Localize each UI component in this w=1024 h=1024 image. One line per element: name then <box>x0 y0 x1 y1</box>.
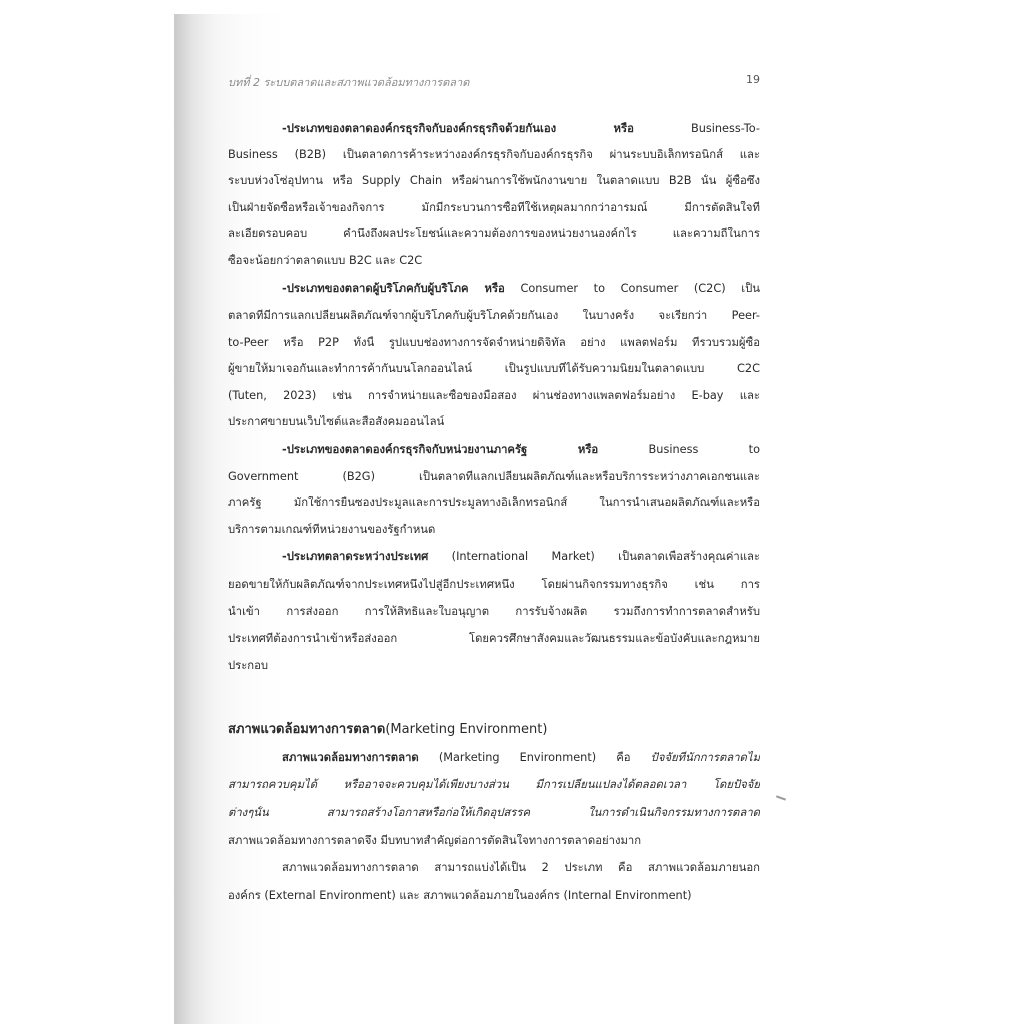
c2c-line-4: ผู้ขายให้มาเจอกันและทำการค้ากันบนโลกออนไลน์ เป็นรูปแบบที่ได้รับความนิยมในตลาดแบบ C2C <box>228 362 760 375</box>
b2g-line-1 <box>282 443 760 457</box>
env-term: สภาพแวดล้อมทางการตลาด <box>282 751 419 764</box>
b2b-line-1 <box>282 122 760 136</box>
b2g-heading: -ประเภทของตลาดองค์กรธุรกิจกับหน่วยงานภาครัฐ หรือ <box>282 443 599 456</box>
intl-line-4: ประเทศที่ต้องการนำเข้าหรือส่งออก โดยควรศึกษาสังคมและวัฒนธรรมและข้อบังคับและกฎหมาย <box>228 632 760 645</box>
c2c-line-1-tail: Consumer to Consumer (C2C) เป็น <box>520 282 760 295</box>
page-number: 19 <box>746 73 760 86</box>
c2c-line-3: to-Peer หรือ P2P ทั้งนี้ รูปแบบช่องทางการจัดจำหน่ายดิจิทัล อย่าง แพลตฟอร์ม ที่รวบรวมผู้ซื้อ <box>228 336 760 349</box>
c2c-line-2: ตลาดที่มีการแลกเปลี่ยนผลิตภัณฑ์จากผู้บริโภคกับผู้บริโภคด้วยกันเอง ในบางครั้ง จะเรียกว่า Peer- <box>228 309 760 322</box>
section-heading-thai: สภาพแวดล้อมทางการตลาด <box>228 722 386 737</box>
env-types-line-2: องค์กร (External Environment) และ สภาพแวดล้อมภายในองค์กร (Internal Environment) <box>228 889 692 902</box>
env-line-4: สภาพแวดล้อมทางการตลาดจึง มีบทบาทสำคัญต่อการตัดสินใจทางการตลาดอย่างมาก <box>228 834 642 847</box>
intl-line-5: ประกอบ <box>228 659 269 672</box>
running-header: บทที่ 2 ระบบตลาดและสภาพแวดล้อมทางการตลาด <box>228 76 470 89</box>
c2c-line-5: (Tuten, 2023) เช่น การจำหน่ายและซื้อของมือสอง ผ่านช่องทางแพลตฟอร์มอย่าง E-bay และ <box>228 389 760 402</box>
env-line-2: สามารถควบคุมได้ หรืออาจจะควบคุมได้เพียงบางส่วน มีการเปลี่ยนแปลงได้ตลอดเวลา โดยปัจจัย <box>228 778 760 791</box>
intl-heading: -ประเภทตลาดระหว่างประเทศ <box>282 550 429 563</box>
b2b-heading: -ประเภทของตลาดองค์กรธุรกิจกับองค์กรธุรกิจด้วยกันเอง หรือ <box>282 122 634 135</box>
c2c-line-1 <box>282 282 760 296</box>
b2b-line-6: ซื้อจะน้อยกว่าตลาดแบบ B2C และ C2C <box>228 254 423 267</box>
b2b-line-2: Business (B2B) เป็นตลาดการค้าระหว่างองค์กรธุรกิจกับองค์กรธุรกิจ ผ่านระบบอิเล็กทรอนิกส์ และ <box>228 148 760 161</box>
b2b-line-5: ละเอียดรอบคอบ คำนึงถึงผลประโยชน์และความต้องการของหน่วยงานองค์กไร และความถี่ในการ <box>228 227 760 240</box>
section-heading-english: (Marketing Environment) <box>385 722 548 737</box>
b2b-line-4: เป็นฝ่ายจัดซื้อหรือเจ้าของกิจการ มักมีกระบวนการซื้อที่ใช้เหตุผลมากกว่าอารมณ์ มีการตัดสินใจที่ <box>228 201 760 214</box>
env-line-1 <box>282 751 760 765</box>
intl-line-1-tail: (International Market) เป็นตลาดเพื่อสร้างคุณค่าและ <box>451 550 760 563</box>
b2g-line-1-tail: Business to <box>648 443 760 456</box>
b2g-line-2: Government (B2G) เป็นตลาดที่แลกเปลี่ยนผลิตภัณฑ์และหรือบริการระหว่างภาคเอกชนและ <box>228 470 760 483</box>
env-types-line-1: สภาพแวดล้อมทางการตลาด สามารถแบ่งได้เป็น 2 ประเภท คือ สภาพแวดล้อมภายนอก <box>282 861 760 874</box>
b2b-line-1-tail: Business-To- <box>690 122 760 135</box>
c2c-line-6: ประกาศขายบนเว็บไซต์และสื่อสังคมออนไลน์ <box>228 415 445 428</box>
env-line-3: ต่างๆนั้น สามารถสร้างโอกาสหรือก่อให้เกิดอุปสรรค ในการดำเนินกิจกรรมทางการตลาด <box>228 806 760 819</box>
b2g-line-4: บริการตามเกณฑ์ที่หน่วยงานของรัฐกำหนด <box>228 523 436 536</box>
env-line-1-mid: (Marketing Environment) คือ <box>438 751 631 764</box>
c2c-heading: -ประเภทของตลาดผู้บริโภคกับผู้บริโภค หรือ <box>282 282 505 295</box>
b2g-line-3: ภาครัฐ มักใช้การยื่นซองประมูลและการประมูลทางอิเล็กทรอนิกส์ ในการนำเสนอผลิตภัณฑ์และหรือ <box>228 496 760 509</box>
intl-line-3: นำเข้า การส่งออก การให้สิทธิและใบอนุญาต การรับจ้างผลิต รวมถึงการทำการตลาดสำหรับ <box>228 605 760 618</box>
intl-line-2: ยอดขายให้กับผลิตภัณฑ์จากประเทศหนึ่งไปสู่อีกประเทศหนึ่ง โดยผ่านกิจกรรมทางธุรกิจ เช่น การ <box>228 578 760 591</box>
b2b-line-3: ระบบห่วงโซ่อุปทาน หรือ Supply Chain หรือผ่านการใช้พนักงานขาย ในตลาดแบบ B2B นั้น ผู้ซื้อซึ่ง <box>228 174 760 187</box>
section-heading <box>228 722 547 738</box>
env-line-1-italic: ปัจจัยที่นักการตลาดไม่ <box>650 751 760 764</box>
intl-line-1 <box>282 550 760 564</box>
